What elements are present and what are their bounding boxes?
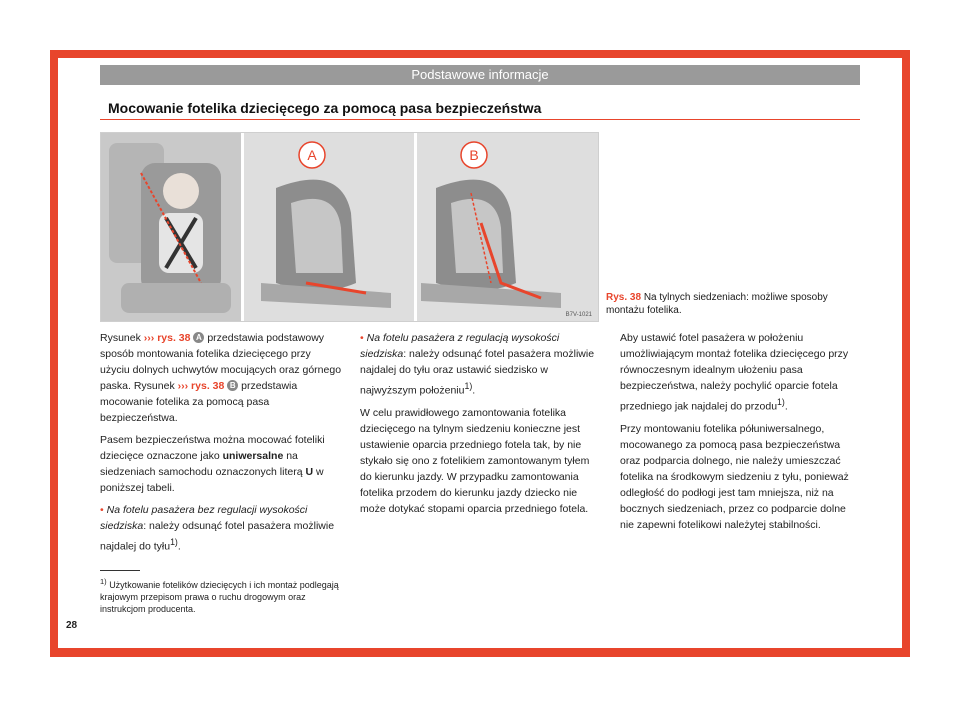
col1-paragraph-1 bbox=[100, 330, 342, 426]
col2-p1-text: : należy odsunąć fotel pasażera możliwie najdalej do tyłu oraz ustawić siedzisko w najwyższym położeniu bbox=[360, 348, 595, 397]
col1-p3-end: . bbox=[177, 540, 181, 553]
seat-cushion bbox=[121, 283, 231, 313]
col1-p2-text-b: na siedzeniach samochodu oznaczonych literą bbox=[100, 450, 303, 478]
bullet-icon: • bbox=[100, 504, 104, 516]
section-rule bbox=[100, 119, 860, 120]
figure-ref-link[interactable]: ››› rys. 38 bbox=[143, 332, 191, 344]
col1-paragraph-2 bbox=[100, 432, 342, 496]
footnote bbox=[100, 576, 345, 615]
col1-p2-letter-u: U bbox=[305, 466, 314, 478]
page-number: 28 bbox=[66, 620, 78, 631]
col1-p2-text-c: w poniższej tabeli. bbox=[100, 466, 324, 494]
figure-caption bbox=[606, 291, 856, 317]
text-column-1 bbox=[100, 330, 342, 561]
text-column-2 bbox=[360, 330, 602, 523]
footnote-ref[interactable]: 1) bbox=[777, 397, 785, 407]
label-b-text: B bbox=[469, 147, 479, 163]
panel-divider-2 bbox=[414, 133, 417, 321]
col3-paragraph-2: Przy montowaniu fotelika półuniwersalnego, mocowanego za pomocą pasa bezpieczeństwa oraz podparcia dolnego, nie należy umieszczać fotelika na środkowym siedzeniu z tyłu, ponieważ odległość do podłogi jest tam mniejsza, niż na bocznych siedzeniach, przez co podparcie dolne nie zapewni fotelikowi należytej stabilności. bbox=[620, 422, 849, 531]
footnote-text: Użytkowanie fotelików dziecięcych i ich montaż podlegają krajowym przepisom prawa o ruchu drogowym oraz instrukcjom producenta. bbox=[100, 580, 339, 614]
col1-p1-text-a: Rysunek bbox=[100, 332, 141, 344]
col2-p1-end: . bbox=[472, 384, 476, 397]
col3-paragraph-1 bbox=[620, 330, 860, 415]
panel-divider-1 bbox=[241, 133, 244, 321]
text-column-3 bbox=[620, 330, 860, 539]
bullet-icon: • bbox=[360, 332, 364, 344]
col1-paragraph-3 bbox=[100, 502, 342, 555]
label-a-text: A bbox=[307, 147, 317, 163]
col3-p1-text: Aby ustawić fotel pasażera w położeniu umożliwiającym montaż fotelika dziecięcego przy równoczesnym idealnym ułożeniu pasa bezpieczeństwa, należy pochylić oparcie fotela przedniego jak najdalej do przodu bbox=[620, 332, 849, 413]
col3-p1-end: . bbox=[784, 400, 788, 413]
footnote-rule bbox=[100, 570, 140, 571]
callout-b-badge: B bbox=[227, 380, 238, 391]
figure-illustration bbox=[101, 133, 598, 321]
footnote-mark: 1) bbox=[100, 577, 107, 586]
col1-p3-italic: Na fotelu pasażera bez regulacji wysokości siedziska bbox=[100, 504, 308, 532]
col1-p1-text-c: przedstawia mocowanie fotelika za pomocą pasa bezpieczeństwa. bbox=[100, 380, 298, 424]
col2-paragraph-1 bbox=[360, 330, 602, 399]
col2-paragraph-2: W celu prawidłowego zamontowania fotelika dziecięcego na tylnym siedzeniu konieczne jest ustawienie oparcia przedniego fotela tak, by nie stykało się ono z fotelikiem zamontowanym tyłem do kierunku jazdy. W przypadku zamontowania fotelika przodem do kierunku jazdy dziecko nie może dotykać stopami oparcia przedniego fotela. bbox=[360, 406, 590, 515]
figure-image bbox=[100, 132, 599, 322]
figure-ref-link[interactable]: ››› rys. 38 bbox=[177, 380, 225, 392]
col1-p3-text: : należy odsunąć fotel pasażera możliwie najdalej do tyłu bbox=[100, 520, 335, 553]
col1-p2-bold: uniwersalne bbox=[222, 450, 284, 462]
col1-p1-text-b: przedstawia podstawowy sposób montowania fotelika dziecięcego przy użyciu dolnych uchwytów mocujących oraz górnego paska. Rysunek bbox=[100, 332, 342, 392]
caption-prefix: Rys. 38 bbox=[606, 292, 642, 303]
callout-a-badge: A bbox=[193, 332, 204, 343]
child-head bbox=[163, 173, 199, 209]
col2-p1-italic: Na fotelu pasażera z regulacją wysokości siedziska bbox=[360, 332, 560, 360]
footnote-ref[interactable]: 1) bbox=[464, 381, 473, 391]
figure-code: B7V-1021 bbox=[565, 312, 592, 318]
col1-p2-text-a: Pasem bezpieczeństwa można mocować foteliki dziecięce oznaczone jako bbox=[100, 434, 325, 462]
header-bar: Podstawowe informacje bbox=[100, 65, 860, 85]
section-title: Mocowanie fotelika dziecięcego za pomocą pasa bezpieczeństwa bbox=[108, 100, 542, 116]
caption-text: Na tylnych siedzeniach: możliwe sposoby montażu fotelika. bbox=[606, 292, 828, 316]
footnote-ref[interactable]: 1) bbox=[170, 537, 178, 547]
